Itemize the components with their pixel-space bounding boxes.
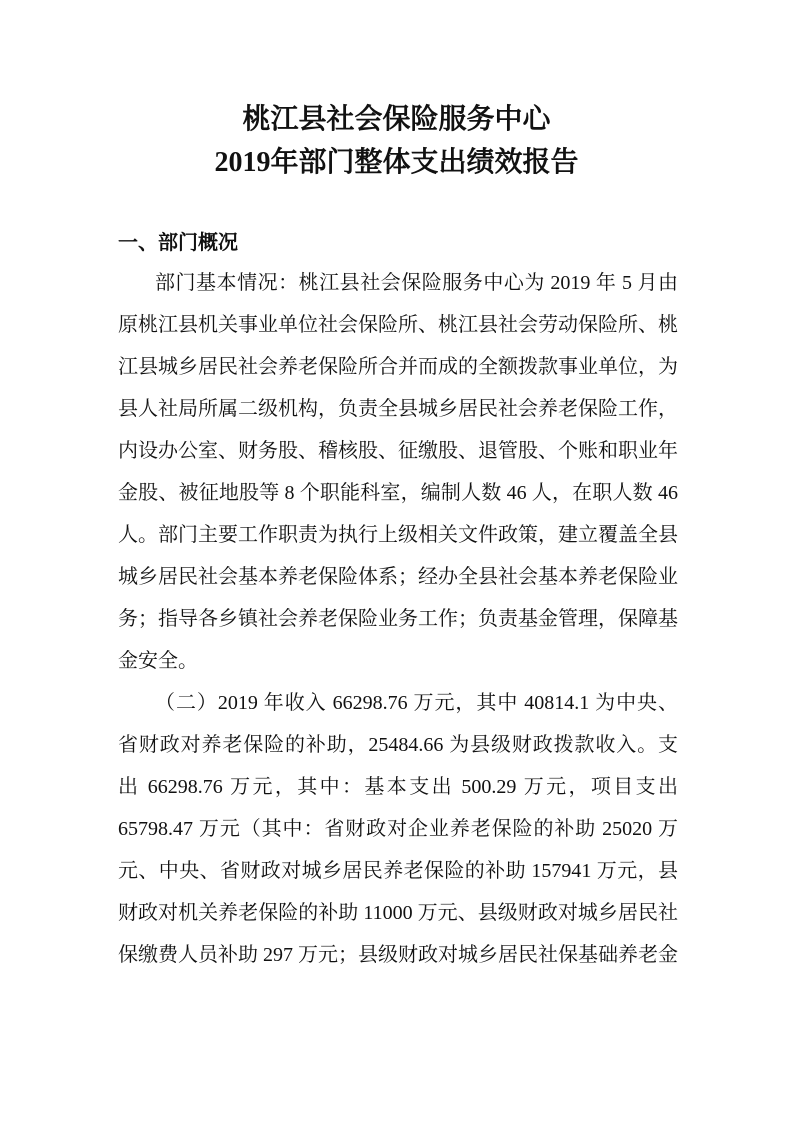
paragraph-income-expenditure	[118, 682, 678, 976]
text-line: 城乡居民社会基本养老保险体系；经办全县社会基本养老保险业	[118, 566, 678, 588]
text-line: 保缴费人员补助 297 万元；县级财政对城乡居民社保基础养老金	[118, 944, 678, 966]
text-line: 出 66298.76 万元，其中：基本支出 500.29 万元，项目支出	[118, 776, 678, 798]
text-line: 65798.47 万元（其中：省财政对企业养老保险的补助 25020 万	[118, 818, 678, 840]
document-title-line2: 2019年部门整体支出绩效报告	[214, 147, 579, 178]
text-line: 金安全。	[118, 650, 198, 672]
text-line: 务；指导各乡镇社会养老保险业务工作；负责基金管理，保障基	[118, 608, 678, 630]
section-heading: 一、部门概况	[118, 232, 238, 254]
text-line: 江县城乡居民社会养老保险所合并而成的全额拨款事业单位，为	[118, 356, 678, 378]
paragraph-department-overview	[118, 262, 678, 682]
text-line: 内设办公室、财务股、稽核股、征缴股、退管股、个账和职业年	[118, 440, 678, 462]
text-line: 部门基本情况：桃江县社会保险服务中心为 2019 年 5 月由	[155, 272, 678, 294]
text-line: 省财政对养老保险的补助，25484.66 为县级财政拨款收入。支	[118, 734, 678, 756]
text-line: （二）2019 年收入 66298.76 万元，其中 40814.1 为中央、	[155, 692, 678, 714]
text-line: 人。部门主要工作职责为执行上级相关文件政策，建立覆盖全县	[118, 524, 678, 546]
text-line: 金股、被征地股等 8 个职能科室，编制人数 46 人，在职人数 46	[118, 482, 678, 504]
text-line: 财政对机关养老保险的补助 11000 万元、县级财政对城乡居民社	[118, 902, 678, 924]
text-line: 县人社局所属二级机构，负责全县城乡居民社会养老保险工作，	[118, 398, 678, 420]
text-line: 元、中央、省财政对城乡居民养老保险的补助 157941 万元，县	[118, 860, 678, 882]
text-line: 原桃江县机关事业单位社会保险所、桃江县社会劳动保险所、桃	[118, 314, 678, 336]
document-title-line1: 桃江县社会保险服务中心	[242, 104, 551, 135]
